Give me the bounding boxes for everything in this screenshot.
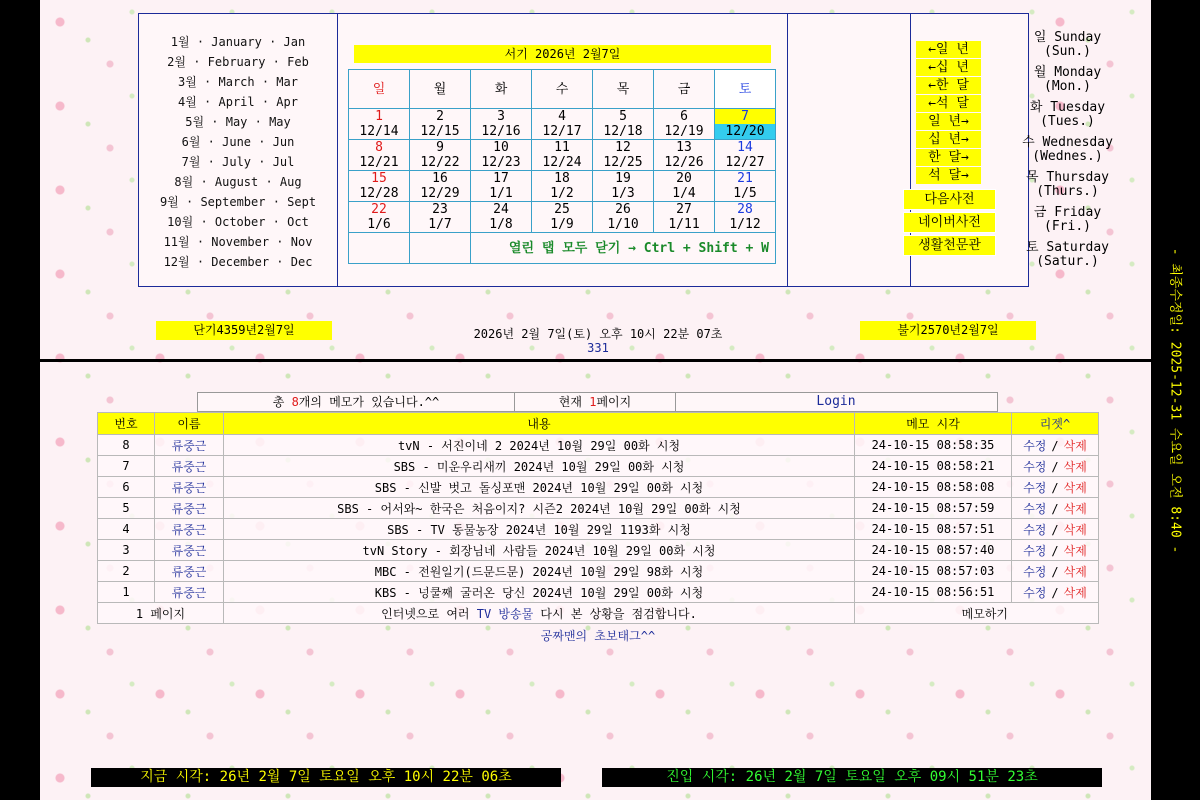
memo-author[interactable]: 류중근 bbox=[155, 540, 224, 561]
nav-button[interactable]: ←석 달 bbox=[916, 95, 981, 112]
calendar-day[interactable] bbox=[471, 171, 532, 202]
weekday-item bbox=[1009, 206, 1126, 234]
calendar-panel bbox=[138, 13, 1113, 287]
lunar-date: 12/26 bbox=[664, 155, 704, 170]
memo-table bbox=[97, 412, 1099, 624]
calendar-day[interactable] bbox=[410, 109, 471, 140]
solar-date: 3 bbox=[497, 109, 505, 124]
memo-content: tvN - 서진이네 2 2024년 10월 29일 00화 시청 bbox=[224, 435, 855, 456]
calendar-day[interactable] bbox=[471, 202, 532, 233]
delete-link[interactable]: 삭제 bbox=[1063, 522, 1087, 537]
edit-link[interactable]: 수정 bbox=[1023, 480, 1047, 495]
nav-button[interactable]: 석 달→ bbox=[916, 167, 981, 184]
memo-column-header: 번호 bbox=[98, 413, 155, 435]
memo-number: 4 bbox=[98, 519, 155, 540]
nav-button[interactable]: ←한 달 bbox=[916, 77, 981, 94]
memo-actions bbox=[1012, 561, 1099, 582]
calendar-grid bbox=[348, 69, 776, 264]
lunar-date: 12/23 bbox=[481, 155, 521, 170]
calendar-day[interactable] bbox=[532, 202, 593, 233]
divider bbox=[337, 14, 338, 286]
memo-number: 6 bbox=[98, 477, 155, 498]
solar-date: 5 bbox=[619, 109, 627, 124]
lunar-date: 12/16 bbox=[481, 124, 521, 139]
lunar-date: 1/4 bbox=[672, 186, 696, 201]
separator: / bbox=[1051, 564, 1059, 579]
lunar-date: 1/11 bbox=[668, 217, 700, 232]
weekday-item bbox=[1009, 101, 1126, 129]
memo-author[interactable]: 류중근 bbox=[155, 435, 224, 456]
solar-date: 14 bbox=[737, 140, 753, 155]
memo-time: 24-10-15 08:58:21 bbox=[855, 456, 1012, 477]
lunar-date: 12/17 bbox=[542, 124, 582, 139]
nav-button[interactable]: ←일 년 bbox=[916, 41, 981, 58]
dangi-date: 단기4359년2월7일 bbox=[156, 321, 332, 340]
memo-number: 2 bbox=[98, 561, 155, 582]
solar-date: 17 bbox=[493, 171, 509, 186]
weekday-abbr: (Satur.) bbox=[1036, 254, 1099, 269]
bulgi-date: 불기2570년2월7일 bbox=[860, 321, 1036, 340]
solar-date: 27 bbox=[676, 202, 692, 217]
memo-author[interactable]: 류중근 bbox=[155, 456, 224, 477]
memo-row bbox=[98, 519, 1099, 540]
lunar-date: 12/28 bbox=[359, 186, 399, 201]
calendar-day[interactable] bbox=[593, 109, 654, 140]
lunar-date: 1/10 bbox=[607, 217, 639, 232]
month-item[interactable]: 8월 · August · Aug bbox=[174, 175, 302, 189]
calendar-day[interactable] bbox=[471, 109, 532, 140]
weekday-header: 토 bbox=[715, 70, 776, 109]
lunar-date: 1/1 bbox=[489, 186, 513, 201]
delete-link[interactable]: 삭제 bbox=[1063, 564, 1087, 579]
solar-date: 22 bbox=[371, 202, 387, 217]
solar-date: 24 bbox=[493, 202, 509, 217]
dictionary-link[interactable]: 네이버사전 bbox=[903, 212, 996, 233]
memo-number: 5 bbox=[98, 498, 155, 519]
weekday-name: 일 Sunday bbox=[1033, 30, 1102, 45]
calendar-day[interactable] bbox=[532, 140, 593, 171]
calendar-day[interactable] bbox=[349, 109, 410, 140]
weekday-abbr: (Tues.) bbox=[1040, 114, 1095, 129]
calendar-day[interactable] bbox=[410, 171, 471, 202]
lunar-date: 1/3 bbox=[611, 186, 635, 201]
nav-button[interactable]: 십 년→ bbox=[916, 131, 981, 148]
memo-content: SBS - 미운우리새끼 2024년 10월 29일 00화 시청 bbox=[224, 456, 855, 477]
delete-link[interactable]: 삭제 bbox=[1063, 438, 1087, 453]
memo-row bbox=[98, 561, 1099, 582]
solar-date: 2 bbox=[436, 109, 444, 124]
separator: / bbox=[1051, 480, 1059, 495]
memo-actions bbox=[1012, 540, 1099, 561]
month-item[interactable]: 2월 · February · Feb bbox=[167, 55, 309, 69]
weekday-header: 월 bbox=[410, 70, 471, 109]
page bbox=[40, 0, 1151, 800]
lunar-date: 12/21 bbox=[359, 155, 399, 170]
weekday-abbr: (Thurs.) bbox=[1036, 184, 1099, 199]
weekday-item bbox=[1009, 66, 1126, 94]
weekday-item bbox=[1009, 31, 1126, 59]
edit-link[interactable]: 수정 bbox=[1023, 501, 1047, 516]
separator: / bbox=[1051, 585, 1059, 600]
memo-column-header[interactable]: 리젯^ bbox=[1012, 413, 1099, 435]
memo-actions bbox=[1012, 477, 1099, 498]
delete-link[interactable]: 삭제 bbox=[1063, 501, 1087, 516]
memo-time: 24-10-15 08:57:03 bbox=[855, 561, 1012, 582]
weekday-name: 화 Tuesday bbox=[1029, 100, 1106, 115]
side-banner bbox=[1162, 0, 1192, 800]
weekday-name: 금 Friday bbox=[1033, 205, 1102, 220]
solar-date: 25 bbox=[554, 202, 570, 217]
weekday-header: 금 bbox=[654, 70, 715, 109]
edit-link[interactable]: 수정 bbox=[1023, 543, 1047, 558]
divider bbox=[787, 14, 788, 286]
calendar-day[interactable] bbox=[654, 140, 715, 171]
dictionary-link[interactable]: 생활천문관 bbox=[903, 235, 996, 256]
weekday-abbr: (Fri.) bbox=[1044, 219, 1091, 234]
month-item[interactable]: 7월 · July · Jul bbox=[181, 155, 295, 169]
solar-date: 21 bbox=[737, 171, 753, 186]
memo-actions bbox=[1012, 435, 1099, 456]
calendar-day[interactable] bbox=[593, 140, 654, 171]
delete-link[interactable]: 삭제 bbox=[1063, 480, 1087, 495]
solar-date: 28 bbox=[737, 202, 753, 217]
nav-button[interactable]: 일 년→ bbox=[916, 113, 981, 130]
separator: / bbox=[1051, 543, 1059, 558]
memo-author[interactable]: 류중근 bbox=[155, 561, 224, 582]
separator: / bbox=[1051, 459, 1059, 474]
memo-content: MBC - 전원일기(드문드문) 2024년 10월 29일 98화 시청 bbox=[224, 561, 855, 582]
solar-date: 12 bbox=[615, 140, 631, 155]
calendar-day[interactable] bbox=[593, 171, 654, 202]
calendar-day[interactable] bbox=[349, 171, 410, 202]
last-modified: - 최종수정일: 2025-12-31 수요일 오전 8:40 - bbox=[1167, 247, 1183, 553]
calendar-day[interactable] bbox=[715, 202, 776, 233]
weekday-abbr: (Sun.) bbox=[1044, 44, 1091, 59]
calendar-day[interactable] bbox=[349, 140, 410, 171]
memo-time: 24-10-15 08:57:59 bbox=[855, 498, 1012, 519]
calendar-day[interactable] bbox=[593, 202, 654, 233]
weekday-name: 토 Saturday bbox=[1026, 240, 1109, 255]
memo-author[interactable]: 류중근 bbox=[155, 477, 224, 498]
weekday-item bbox=[1009, 171, 1126, 199]
calendar-day[interactable] bbox=[410, 202, 471, 233]
calendar-day[interactable] bbox=[532, 109, 593, 140]
weekday-name: 월 Monday bbox=[1033, 65, 1102, 80]
weekday-item bbox=[1009, 136, 1126, 164]
month-item[interactable]: 11월 · November · Nov bbox=[163, 235, 313, 249]
lunar-date: 12/18 bbox=[603, 124, 643, 139]
lunar-date: 12/27 bbox=[725, 155, 765, 170]
delete-link[interactable]: 삭제 bbox=[1063, 459, 1087, 474]
weekday-header: 일 bbox=[349, 70, 410, 109]
solar-date: 11 bbox=[554, 140, 570, 155]
calendar-day[interactable] bbox=[654, 171, 715, 202]
calendar-day[interactable] bbox=[715, 140, 776, 171]
edit-link[interactable]: 수정 bbox=[1023, 438, 1047, 453]
memo-actions bbox=[1012, 456, 1099, 477]
memo-number: 3 bbox=[98, 540, 155, 561]
memo-number: 8 bbox=[98, 435, 155, 456]
month-item[interactable]: 12월 · December · Dec bbox=[163, 255, 313, 269]
lunar-date: 1/7 bbox=[428, 217, 452, 232]
memo-content: KBS - 넝쿨째 굴러온 당신 2024년 10월 29일 00화 시청 bbox=[224, 582, 855, 603]
lunar-date: 1/12 bbox=[729, 217, 761, 232]
dictionary-link[interactable]: 다음사전 bbox=[903, 189, 996, 210]
memo-number: 1 bbox=[98, 582, 155, 603]
nav-button[interactable]: 한 달→ bbox=[916, 149, 981, 166]
memo-count: 총 8개의 메모가 있습니다.^^ bbox=[198, 393, 515, 411]
write-memo-button[interactable]: 메모하기 bbox=[855, 603, 1099, 624]
lunar-date: 1/6 bbox=[367, 217, 391, 232]
edit-link[interactable]: 수정 bbox=[1023, 522, 1047, 537]
visit-counter: 331 bbox=[587, 341, 609, 355]
memo-author[interactable]: 류중근 bbox=[155, 498, 224, 519]
tag-caption: 공짜맨의 초보태그^^ bbox=[540, 629, 656, 643]
memo-time: 24-10-15 08:57:51 bbox=[855, 519, 1012, 540]
lunar-date: 12/22 bbox=[420, 155, 460, 170]
weekday-header: 목 bbox=[593, 70, 654, 109]
month-item[interactable]: 6월 · June · Jun bbox=[181, 135, 295, 149]
calendar-day[interactable] bbox=[654, 202, 715, 233]
calendar-day[interactable] bbox=[349, 202, 410, 233]
lunar-date: 12/24 bbox=[542, 155, 582, 170]
solar-date: 16 bbox=[432, 171, 448, 186]
divider bbox=[40, 359, 1151, 362]
lunar-date: 12/15 bbox=[420, 124, 460, 139]
solar-date: 23 bbox=[432, 202, 448, 217]
calendar-day[interactable] bbox=[715, 109, 776, 140]
weekday-name: 목 Thursday bbox=[1026, 170, 1109, 185]
solar-date: 1 bbox=[375, 109, 383, 124]
current-datetime: 2026년 2월 7일(토) 오후 10시 22분 07초 bbox=[473, 327, 723, 341]
solar-date: 6 bbox=[680, 109, 688, 124]
month-item[interactable]: 5월 · May · May bbox=[185, 115, 291, 129]
current-time-clock: 지금 시각: 26년 2월 7일 토요일 오후 10시 22분 06초 bbox=[91, 768, 561, 787]
solar-date: 7 bbox=[715, 109, 775, 124]
edit-link[interactable]: 수정 bbox=[1023, 585, 1047, 600]
memo-column-header: 내용 bbox=[224, 413, 855, 435]
memo-current-page: 현재 1페이지 bbox=[515, 393, 676, 411]
calendar-title: 서기 2026년 2월7일 bbox=[354, 45, 771, 63]
lunar-date: 1/5 bbox=[733, 186, 757, 201]
edit-link[interactable]: 수정 bbox=[1023, 459, 1047, 474]
memo-info-bar bbox=[197, 392, 998, 412]
lunar-date: 12/25 bbox=[603, 155, 643, 170]
memo-column-header: 이름 bbox=[155, 413, 224, 435]
separator: / bbox=[1051, 522, 1059, 537]
memo-content: SBS - 어서와~ 한국은 처음이지? 시즌2 2024년 10월 29일 00화 시청 bbox=[224, 498, 855, 519]
memo-content: tvN Story - 회장님네 사람들 2024년 10월 29일 00화 시청 bbox=[224, 540, 855, 561]
memo-row bbox=[98, 456, 1099, 477]
memo-content: SBS - 신발 벗고 돌싱포맨 2024년 10월 29일 00화 시청 bbox=[224, 477, 855, 498]
memo-page-label[interactable]: 1 페이지 bbox=[98, 603, 224, 624]
solar-date: 4 bbox=[558, 109, 566, 124]
calendar-day[interactable] bbox=[654, 109, 715, 140]
edit-link[interactable]: 수정 bbox=[1023, 564, 1047, 579]
memo-row bbox=[98, 435, 1099, 456]
solar-date: 13 bbox=[676, 140, 692, 155]
memo-actions bbox=[1012, 498, 1099, 519]
entry-time-clock: 진입 시각: 26년 2월 7일 토요일 오후 09시 51분 23초 bbox=[602, 768, 1102, 787]
shortcut-hint: 열린 탭 모두 닫기 → Ctrl + Shift + W bbox=[471, 233, 776, 264]
memo-actions bbox=[1012, 582, 1099, 603]
memo-time: 24-10-15 08:58:35 bbox=[855, 435, 1012, 456]
lunar-date: 12/29 bbox=[420, 186, 460, 201]
memo-column-header: 메모 시각 bbox=[855, 413, 1012, 435]
memo-time: 24-10-15 08:58:08 bbox=[855, 477, 1012, 498]
lunar-date: 12/20 bbox=[715, 124, 775, 139]
weekday-abbr: (Mon.) bbox=[1044, 79, 1091, 94]
month-item[interactable]: 10월 · October · Oct bbox=[167, 215, 309, 229]
weekday-header: 수 bbox=[532, 70, 593, 109]
solar-date: 10 bbox=[493, 140, 509, 155]
memo-content: SBS - TV 동물농장 2024년 10월 29일 1193화 시청 bbox=[224, 519, 855, 540]
lunar-date: 1/9 bbox=[550, 217, 574, 232]
memo-footer-text: 인터넷으로 여러 TV 방송물 다시 본 상황을 점검합니다. bbox=[224, 603, 855, 624]
memo-row bbox=[98, 498, 1099, 519]
lunar-date: 1/2 bbox=[550, 186, 574, 201]
separator: / bbox=[1051, 438, 1059, 453]
delete-link[interactable]: 삭제 bbox=[1063, 585, 1087, 600]
solar-date: 18 bbox=[554, 171, 570, 186]
memo-row bbox=[98, 477, 1099, 498]
month-item[interactable]: 9월 · September · Sept bbox=[159, 195, 317, 209]
memo-row bbox=[98, 540, 1099, 561]
solar-date: 20 bbox=[676, 171, 692, 186]
solar-date: 19 bbox=[615, 171, 631, 186]
weekday-abbr: (Wednes.) bbox=[1032, 149, 1103, 164]
calendar-day[interactable] bbox=[715, 171, 776, 202]
solar-date: 9 bbox=[436, 140, 444, 155]
weekday-header: 화 bbox=[471, 70, 532, 109]
weekday-item bbox=[1009, 241, 1126, 269]
lunar-date: 12/14 bbox=[359, 124, 399, 139]
lunar-date: 1/8 bbox=[489, 217, 513, 232]
memo-number: 7 bbox=[98, 456, 155, 477]
calendar-day[interactable] bbox=[471, 140, 532, 171]
month-item[interactable]: 4월 · April · Apr bbox=[178, 95, 298, 109]
delete-link[interactable]: 삭제 bbox=[1063, 543, 1087, 558]
solar-date: 26 bbox=[615, 202, 631, 217]
calendar-day[interactable] bbox=[410, 140, 471, 171]
login-link[interactable]: Login bbox=[816, 394, 856, 409]
weekday-name: 수 Wednesday bbox=[1022, 135, 1113, 150]
separator: / bbox=[1051, 501, 1059, 516]
month-item[interactable]: 3월 · March · Mar bbox=[178, 75, 298, 89]
memo-time: 24-10-15 08:57:40 bbox=[855, 540, 1012, 561]
solar-date: 8 bbox=[375, 140, 383, 155]
memo-actions bbox=[1012, 519, 1099, 540]
calendar-day[interactable] bbox=[532, 171, 593, 202]
solar-date: 15 bbox=[371, 171, 387, 186]
memo-author[interactable]: 류중근 bbox=[155, 519, 224, 540]
nav-button[interactable]: ←십 년 bbox=[916, 59, 981, 76]
memo-author[interactable]: 류중근 bbox=[155, 582, 224, 603]
lunar-date: 12/19 bbox=[664, 124, 704, 139]
memo-time: 24-10-15 08:56:51 bbox=[855, 582, 1012, 603]
month-item[interactable]: 1월 · January · Jan bbox=[170, 35, 306, 49]
memo-row bbox=[98, 582, 1099, 603]
